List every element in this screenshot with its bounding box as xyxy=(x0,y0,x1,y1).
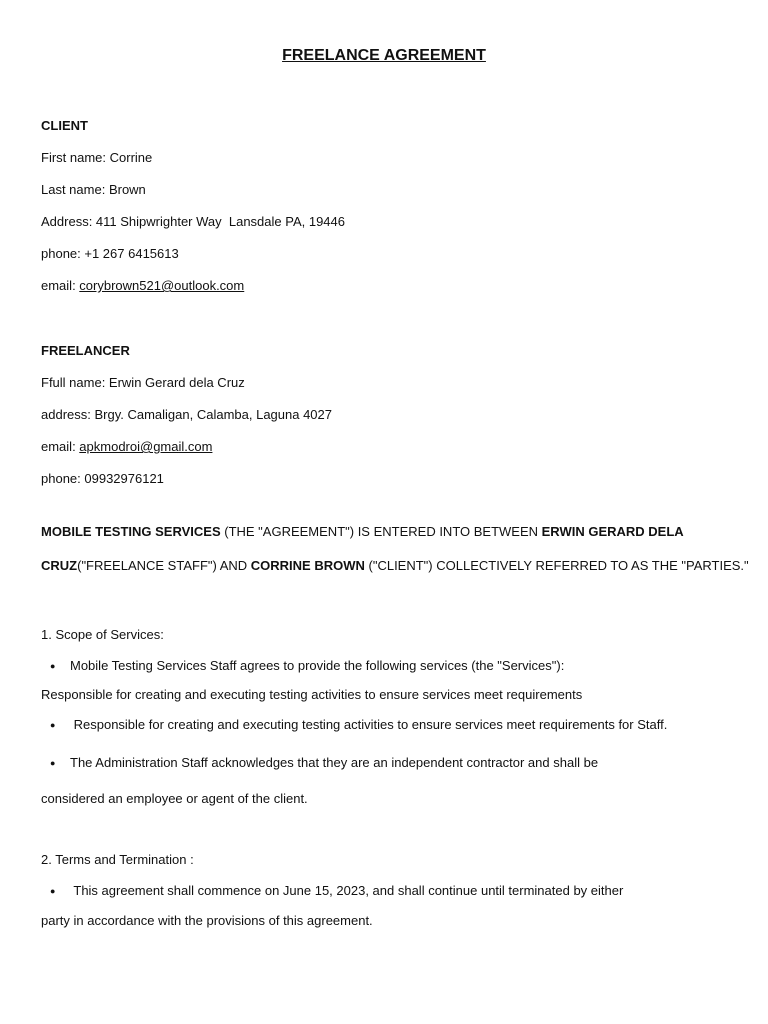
freelancer-heading: FREELANCER xyxy=(41,343,130,358)
scope-bullet-1: ● Mobile Testing Services Staff agrees to provide the following services (the "Services"): xyxy=(50,658,565,673)
client-last-name: Last name: Brown xyxy=(41,182,146,197)
client-email-link[interactable]: corybrown521@outlook.com xyxy=(79,278,245,293)
terms-bullet-1: ● This agreement shall commence on June 15, 2023, and shall continue until terminated by either xyxy=(50,883,624,898)
scope-line-2: considered an employee or agent of the client. xyxy=(41,791,308,806)
freelancer-address: address: Brgy. Camaligan, Calamba, Laguna 4027 xyxy=(41,407,333,422)
client-address: Address: 411 Shipwrighter Way Lansdale PA, 19446 xyxy=(41,214,345,229)
bullet-icon: ● xyxy=(50,720,56,730)
bullet-icon: ● xyxy=(50,758,56,768)
terms-heading: 2. Terms and Termination : xyxy=(41,852,194,867)
bullet-icon: ● xyxy=(50,886,56,896)
intro-line-2: CRUZ("FREELANCE STAFF") AND CORRINE BROWN ("CLIENT") COLLECTIVELY REFERRED TO AS THE "PARTIES." xyxy=(41,558,749,573)
client-phone: phone: +1 267 6415613 xyxy=(41,246,179,261)
scope-bullet-2: ● Responsible for creating and executing testing activities to ensure services meet requirements for Staff. xyxy=(50,717,668,732)
bullet-icon: ● xyxy=(50,661,56,671)
intro-line-1: MOBILE TESTING SERVICES (THE "AGREEMENT") IS ENTERED INTO BETWEEN ERWIN GERARD DELA xyxy=(41,524,684,539)
client-first-name: First name: Corrine xyxy=(41,150,153,165)
client-heading: CLIENT xyxy=(41,118,88,133)
freelancer-full-name: Ffull name: Erwin Gerard dela Cruz xyxy=(41,375,245,390)
terms-line-1: party in accordance with the provisions of this agreement. xyxy=(41,913,373,928)
scope-heading: 1. Scope of Services: xyxy=(41,627,164,642)
freelancer-email-link[interactable]: apkmodroi@gmail.com xyxy=(79,439,213,454)
freelancer-phone: phone: 09932976121 xyxy=(41,471,164,486)
document-title: FREELANCE AGREEMENT xyxy=(282,47,486,64)
scope-line-1: Responsible for creating and executing testing activities to ensure services meet requirements xyxy=(41,687,583,702)
freelancer-email: email: apkmodroi@gmail.com xyxy=(41,439,213,454)
scope-bullet-3: ● The Administration Staff acknowledges that they are an independent contractor and shall be xyxy=(50,755,599,770)
client-email: email: corybrown521@outlook.com xyxy=(41,278,245,293)
